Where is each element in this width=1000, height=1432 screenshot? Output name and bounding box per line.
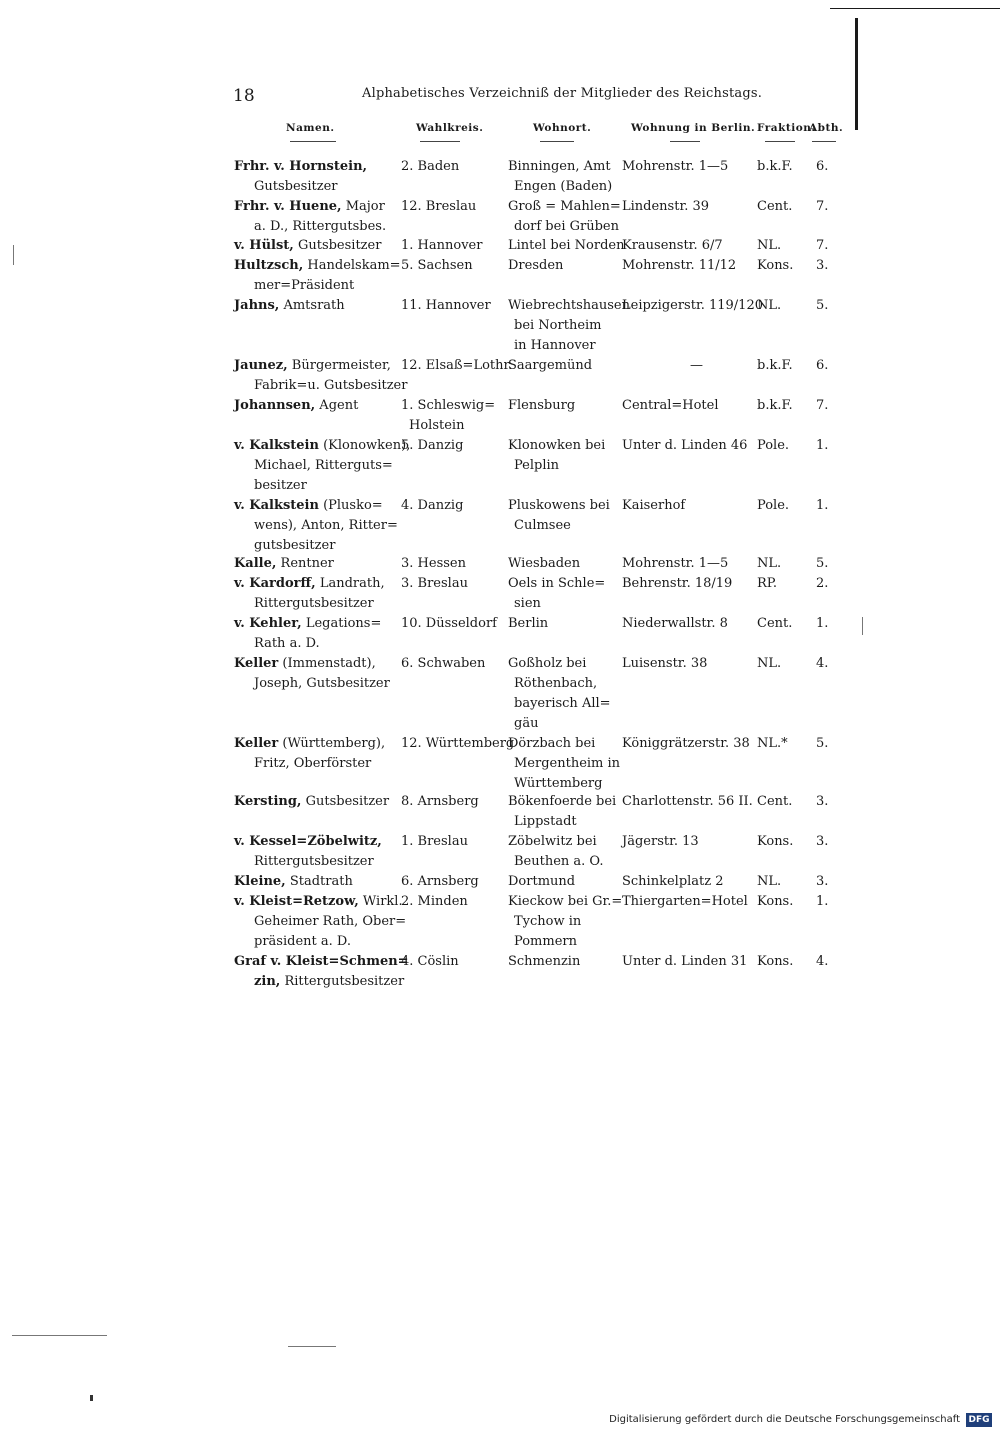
cell-name: v. Kehler, Legations= bbox=[234, 616, 382, 631]
cell-name: Jahns, Amtsrath bbox=[234, 298, 345, 313]
cell-residence: Goßholz bei bbox=[508, 656, 587, 671]
cell-residence: in Hannover bbox=[514, 338, 596, 353]
cell-berlin: Mohrenstr. 11/12 bbox=[622, 258, 737, 273]
cell-dept: 6. bbox=[816, 358, 829, 373]
cell-district: Holstein bbox=[409, 418, 465, 433]
scan-dot bbox=[90, 1395, 93, 1401]
cell-district: 6. Arnsberg bbox=[401, 874, 479, 889]
cell-residence: Oels in Schle= bbox=[508, 576, 606, 591]
cell-residence: dorf bei Grüben bbox=[514, 219, 619, 234]
cell-district: 2. Baden bbox=[401, 159, 460, 174]
cell-faction: Kons. bbox=[757, 954, 794, 969]
column-header-rule bbox=[765, 141, 795, 142]
cell-faction: RP. bbox=[757, 576, 778, 591]
cell-district: 8. Arnsberg bbox=[401, 794, 479, 809]
cell-berlin: Kaiserhof bbox=[622, 498, 686, 513]
cell-district: 12. Württemberg bbox=[401, 736, 515, 751]
cell-residence: Bökenfoerde bei bbox=[508, 794, 617, 809]
cell-faction: Cent. bbox=[757, 794, 793, 809]
cell-residence: Klonowken bei bbox=[508, 438, 606, 453]
cell-district: 5. Sachsen bbox=[401, 258, 473, 273]
digitization-credit: Digitalisierung gefördert durch die Deutsche Forschungsgemeinschaft bbox=[609, 1414, 960, 1425]
cell-dept: 3. bbox=[816, 834, 829, 849]
cell-name: Fritz, Oberförster bbox=[254, 756, 372, 771]
cell-name: Kalle, Rentner bbox=[234, 556, 334, 571]
cell-faction: Kons. bbox=[757, 258, 794, 273]
cell-faction: NL. bbox=[757, 238, 782, 253]
cell-dept: 3. bbox=[816, 874, 829, 889]
cell-residence: Dörzbach bei bbox=[508, 736, 596, 751]
cell-name: Hultzsch, Handelskam= bbox=[234, 258, 401, 273]
cell-dept: 1. bbox=[816, 616, 829, 631]
cell-name: Gutsbesitzer bbox=[254, 179, 338, 194]
cell-faction: b.k.F. bbox=[757, 398, 793, 413]
cell-faction: Cent. bbox=[757, 199, 793, 214]
cell-dept: 1. bbox=[816, 438, 829, 453]
column-header-rule bbox=[812, 141, 836, 142]
cell-name: a. D., Rittergutsbes. bbox=[254, 219, 387, 234]
column-header-residence: Wohnort. bbox=[533, 122, 592, 134]
cell-name: zin, Rittergutsbesitzer bbox=[254, 974, 405, 989]
cell-name: v. Kalkstein (Plusko= bbox=[234, 498, 383, 513]
cell-name: Keller (Württemberg), bbox=[234, 736, 386, 751]
cell-berlin: Luisenstr. 38 bbox=[622, 656, 708, 671]
cell-faction: NL.* bbox=[757, 736, 788, 751]
cell-residence: sien bbox=[514, 596, 541, 611]
cell-berlin: Behrenstr. 18/19 bbox=[622, 576, 733, 591]
cell-name: v. Kleist=Retzow, Wirkl. bbox=[234, 894, 403, 909]
cell-district: 3. Breslau bbox=[401, 576, 468, 591]
cell-district: 6. Schwaben bbox=[401, 656, 486, 671]
cell-district: 12. Breslau bbox=[401, 199, 477, 214]
cell-residence: Schmenzin bbox=[508, 954, 581, 969]
cell-district: 4. Danzig bbox=[401, 498, 464, 513]
cell-faction: NL. bbox=[757, 556, 782, 571]
cell-dept: 7. bbox=[816, 398, 829, 413]
cell-faction: NL. bbox=[757, 656, 782, 671]
cell-dept: 5. bbox=[816, 556, 829, 571]
cell-berlin: Schinkelplatz 2 bbox=[622, 874, 724, 889]
column-header-name: Namen. bbox=[286, 122, 335, 134]
cell-name: Fabrik=u. Gutsbesitzer bbox=[254, 378, 408, 393]
cell-dept: 3. bbox=[816, 258, 829, 273]
cell-residence: Pelplin bbox=[514, 458, 560, 473]
cell-faction: b.k.F. bbox=[757, 159, 793, 174]
cell-name: Michael, Ritterguts= bbox=[254, 458, 393, 473]
scan-edge-line bbox=[855, 18, 858, 130]
cell-faction: Pole. bbox=[757, 498, 790, 513]
cell-dept: 7. bbox=[816, 199, 829, 214]
cell-residence: Wiebrechtshausen bbox=[508, 298, 630, 313]
column-header-faction: Fraktion. bbox=[757, 122, 816, 134]
cell-name: Joseph, Gutsbesitzer bbox=[254, 676, 390, 691]
cell-dept: 1. bbox=[816, 498, 829, 513]
cell-name: Kleine, Stadtrath bbox=[234, 874, 353, 889]
cell-residence: Tychow in bbox=[514, 914, 582, 929]
cell-dept: 6. bbox=[816, 159, 829, 174]
cell-residence: Dortmund bbox=[508, 874, 576, 889]
cell-district: 3. Hessen bbox=[401, 556, 466, 571]
cell-residence: Pommern bbox=[514, 934, 577, 949]
cell-district: 10. Düsseldorf bbox=[401, 616, 497, 631]
cell-name: Jaunez, Bürgermeister, bbox=[234, 358, 391, 373]
cell-residence: Beuthen a. O. bbox=[514, 854, 604, 869]
cell-dept: 2. bbox=[816, 576, 829, 591]
cell-residence: gäu bbox=[514, 716, 539, 731]
cell-residence: bayerisch All= bbox=[514, 696, 611, 711]
cell-dept: 3. bbox=[816, 794, 829, 809]
column-header-dept: Abth. bbox=[809, 122, 844, 134]
cell-berlin: Königgrätzerstr. 38 bbox=[622, 736, 750, 751]
cell-residence: bei Northeim bbox=[514, 318, 602, 333]
page-number: 18 bbox=[233, 86, 255, 106]
cell-berlin: Unter d. Linden 46 bbox=[622, 438, 748, 453]
cell-dept: 5. bbox=[816, 736, 829, 751]
cell-name: Frhr. v. Huene, Major bbox=[234, 199, 385, 214]
column-header-berlin: Wohnung in Berlin. bbox=[631, 122, 756, 134]
cell-district: 1. Hannover bbox=[401, 238, 483, 253]
cell-residence: Saargemünd bbox=[508, 358, 593, 373]
cell-faction: b.k.F. bbox=[757, 358, 793, 373]
cell-dept: 4. bbox=[816, 954, 829, 969]
cell-berlin: Jägerstr. 13 bbox=[622, 834, 699, 849]
cell-residence: Kieckow bei Gr.= bbox=[508, 894, 623, 909]
cell-residence: Flensburg bbox=[508, 398, 576, 413]
column-header-rule bbox=[670, 141, 700, 142]
cell-name: Rittergutsbesitzer bbox=[254, 854, 374, 869]
column-header-rule bbox=[420, 141, 460, 142]
cell-berlin: — bbox=[690, 358, 703, 373]
cell-name: Frhr. v. Hornstein, bbox=[234, 159, 368, 174]
cell-residence: Zöbelwitz bei bbox=[508, 834, 597, 849]
cell-faction: NL. bbox=[757, 874, 782, 889]
cell-district: 12. Elsaß=Lothr. bbox=[401, 358, 513, 373]
cell-district: 1. Breslau bbox=[401, 834, 468, 849]
cell-berlin: Central=Hotel bbox=[622, 398, 719, 413]
cell-residence: Wiesbaden bbox=[508, 556, 581, 571]
cell-residence: Röthenbach, bbox=[514, 676, 598, 691]
cell-berlin: Leipzigerstr. 119/120 bbox=[622, 298, 763, 313]
cell-dept: 1. bbox=[816, 894, 829, 909]
cell-name: mer=Präsident bbox=[254, 278, 355, 293]
cell-berlin: Mohrenstr. 1—5 bbox=[622, 159, 729, 174]
cell-faction: Kons. bbox=[757, 834, 794, 849]
cell-residence: Dresden bbox=[508, 258, 564, 273]
cell-berlin: Lindenstr. 39 bbox=[622, 199, 710, 214]
scan-mark-bottom bbox=[12, 1335, 107, 1336]
cell-name: Keller (Immenstadt), bbox=[234, 656, 376, 671]
scan-mark-left bbox=[13, 245, 14, 265]
cell-dept: 7. bbox=[816, 238, 829, 253]
cell-residence: Groß = Mahlen= bbox=[508, 199, 621, 214]
cell-faction: Cent. bbox=[757, 616, 793, 631]
cell-name: Rittergutsbesitzer bbox=[254, 596, 374, 611]
cell-district: 1. Schleswig= bbox=[401, 398, 496, 413]
cell-name: Geheimer Rath, Ober= bbox=[254, 914, 407, 929]
scan-mark-bottom bbox=[288, 1346, 336, 1347]
cell-faction: Kons. bbox=[757, 894, 794, 909]
dfg-logo: DFG bbox=[966, 1413, 992, 1427]
cell-name: Kersting, Gutsbesitzer bbox=[234, 794, 390, 809]
running-head: Alphabetisches Verzeichniß der Mitglieder des Reichstags. bbox=[362, 86, 763, 101]
cell-district: 4. Cöslin bbox=[401, 954, 459, 969]
column-header-rule bbox=[290, 141, 336, 142]
cell-name: v. Kalkstein (Klonowken), bbox=[234, 438, 411, 453]
cell-name: gutsbesitzer bbox=[254, 538, 336, 553]
cell-residence: Pluskowens bei bbox=[508, 498, 610, 513]
scan-top-line bbox=[830, 8, 1000, 9]
cell-berlin: Thiergarten=Hotel bbox=[622, 894, 748, 909]
cell-name: v. Kardorff, Landrath, bbox=[234, 576, 385, 591]
cell-district: 11. Hannover bbox=[401, 298, 491, 313]
cell-name: v. Hülst, Gutsbesitzer bbox=[234, 238, 382, 253]
cell-residence: Culmsee bbox=[514, 518, 571, 533]
cell-berlin: Niederwallstr. 8 bbox=[622, 616, 728, 631]
column-header-rule bbox=[540, 141, 574, 142]
cell-residence: Berlin bbox=[508, 616, 549, 631]
cell-name: Graf v. Kleist=Schmen= bbox=[234, 954, 409, 969]
cell-residence: Engen (Baden) bbox=[514, 179, 613, 194]
cell-name: wens), Anton, Ritter= bbox=[254, 518, 398, 533]
cell-residence: Mergentheim in bbox=[514, 756, 621, 771]
column-header-district: Wahlkreis. bbox=[416, 122, 484, 134]
cell-dept: 5. bbox=[816, 298, 829, 313]
cell-berlin: Mohrenstr. 1—5 bbox=[622, 556, 729, 571]
cell-name: v. Kessel=Zöbelwitz, bbox=[234, 834, 382, 849]
cell-berlin: Charlottenstr. 56 II. bbox=[622, 794, 753, 809]
scan-mark-right bbox=[862, 617, 863, 635]
cell-berlin: Krausenstr. 6/7 bbox=[622, 238, 723, 253]
cell-name: Johannsen, Agent bbox=[234, 398, 359, 413]
cell-district: 2. Minden bbox=[401, 894, 468, 909]
cell-residence: Lippstadt bbox=[514, 814, 577, 829]
cell-residence: Binningen, Amt bbox=[508, 159, 611, 174]
cell-residence: Württemberg bbox=[514, 776, 603, 791]
cell-name: besitzer bbox=[254, 478, 307, 493]
cell-residence: Lintel bei Norden bbox=[508, 238, 625, 253]
cell-faction: Pole. bbox=[757, 438, 790, 453]
cell-dept: 4. bbox=[816, 656, 829, 671]
cell-name: Rath a. D. bbox=[254, 636, 320, 651]
cell-district: 5. Danzig bbox=[401, 438, 464, 453]
cell-berlin: Unter d. Linden 31 bbox=[622, 954, 748, 969]
cell-name: präsident a. D. bbox=[254, 934, 351, 949]
cell-faction: NL. bbox=[757, 298, 782, 313]
